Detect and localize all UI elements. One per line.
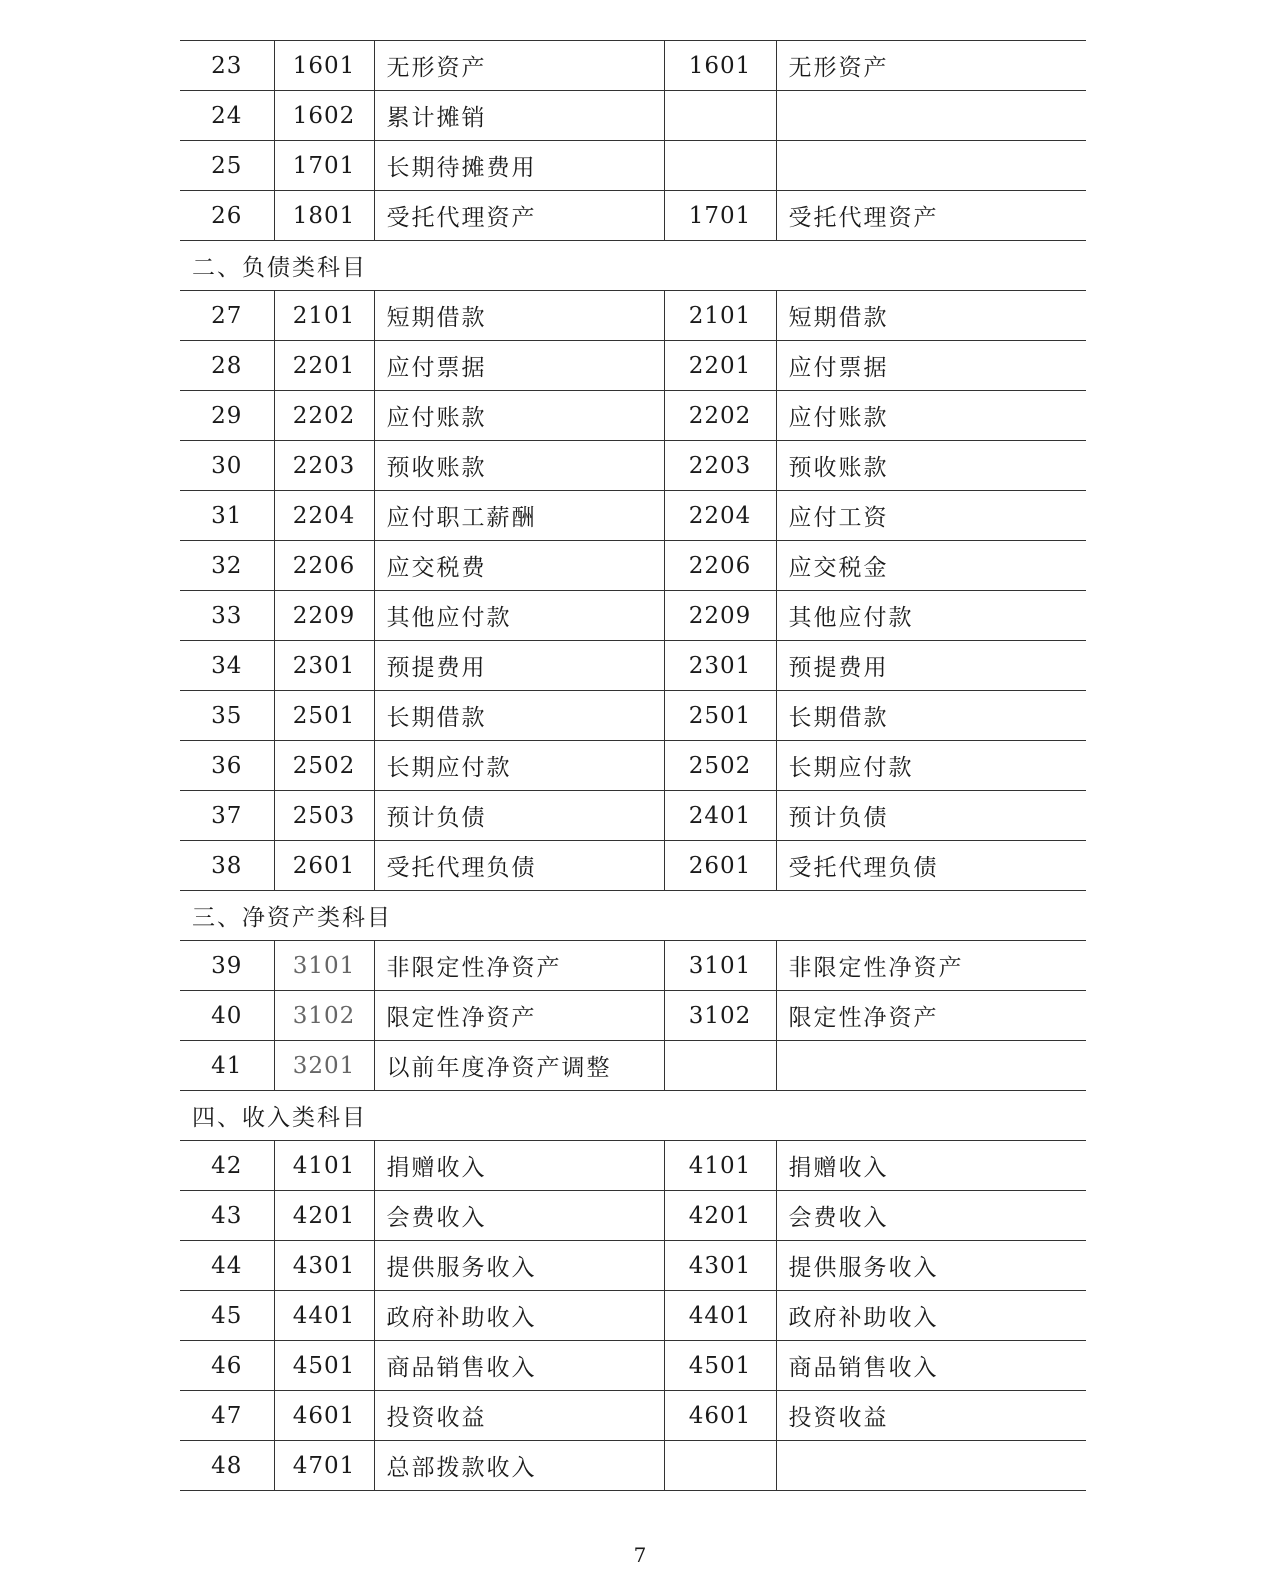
section-title: 二、负债类科目	[180, 241, 1086, 291]
table-row	[180, 391, 1086, 441]
section-row	[180, 891, 1086, 941]
table-row	[180, 1391, 1086, 1441]
old-account-code: 3102	[664, 991, 776, 1041]
table-row	[180, 41, 1086, 91]
table-row	[180, 1191, 1086, 1241]
account-code: 2206	[274, 541, 374, 591]
account-code: 2601	[274, 841, 374, 891]
row-index: 45	[180, 1291, 274, 1341]
account-name: 以前年度净资产调整	[374, 1041, 664, 1091]
table-row	[180, 1441, 1086, 1491]
old-account-name: 应付票据	[776, 341, 1086, 391]
account-name: 会费收入	[374, 1191, 664, 1241]
table-row	[180, 141, 1086, 191]
old-account-name: 捐赠收入	[776, 1141, 1086, 1191]
old-account-code: 3101	[664, 941, 776, 991]
row-index: 28	[180, 341, 274, 391]
account-code: 4301	[274, 1241, 374, 1291]
account-name: 捐赠收入	[374, 1141, 664, 1191]
account-code: 4601	[274, 1391, 374, 1441]
old-account-code: 1601	[664, 41, 776, 91]
old-account-code: 4201	[664, 1191, 776, 1241]
account-code: 2301	[274, 641, 374, 691]
old-account-code: 4501	[664, 1341, 776, 1391]
row-index: 25	[180, 141, 274, 191]
old-account-name: 投资收益	[776, 1391, 1086, 1441]
page-number: 7	[633, 1543, 647, 1567]
table-row	[180, 691, 1086, 741]
table-row	[180, 541, 1086, 591]
account-name: 应付票据	[374, 341, 664, 391]
table-row	[180, 441, 1086, 491]
row-index: 47	[180, 1391, 274, 1441]
old-account-name: 长期借款	[776, 691, 1086, 741]
account-code: 3101	[274, 941, 374, 991]
document-page	[180, 40, 1086, 1491]
table-row	[180, 641, 1086, 691]
row-index: 30	[180, 441, 274, 491]
account-code: 4101	[274, 1141, 374, 1191]
old-account-name: 会费收入	[776, 1191, 1086, 1241]
account-code: 1801	[274, 191, 374, 241]
row-index: 39	[180, 941, 274, 991]
account-name: 限定性净资产	[374, 991, 664, 1041]
table-row	[180, 841, 1086, 891]
old-account-code: 4401	[664, 1291, 776, 1341]
row-index: 41	[180, 1041, 274, 1091]
account-name: 累计摊销	[374, 91, 664, 141]
old-account-code: 2209	[664, 591, 776, 641]
old-account-code: 2502	[664, 741, 776, 791]
old-account-name	[776, 91, 1086, 141]
account-code: 4401	[274, 1291, 374, 1341]
table-row	[180, 1041, 1086, 1091]
table-row	[180, 941, 1086, 991]
old-account-code: 4601	[664, 1391, 776, 1441]
row-index: 37	[180, 791, 274, 841]
account-name: 长期借款	[374, 691, 664, 741]
section-title: 四、收入类科目	[180, 1091, 1086, 1141]
account-code: 1602	[274, 91, 374, 141]
section-title: 三、净资产类科目	[180, 891, 1086, 941]
old-account-code: 2202	[664, 391, 776, 441]
account-table	[180, 40, 1086, 1491]
account-name: 短期借款	[374, 291, 664, 341]
row-index: 35	[180, 691, 274, 741]
account-code: 2101	[274, 291, 374, 341]
table-row	[180, 991, 1086, 1041]
row-index: 44	[180, 1241, 274, 1291]
table-row	[180, 291, 1086, 341]
old-account-name: 无形资产	[776, 41, 1086, 91]
old-account-code: 2101	[664, 291, 776, 341]
account-code: 4701	[274, 1441, 374, 1491]
table-row	[180, 741, 1086, 791]
account-code: 1701	[274, 141, 374, 191]
account-name: 应付账款	[374, 391, 664, 441]
old-account-code: 2301	[664, 641, 776, 691]
old-account-name: 限定性净资产	[776, 991, 1086, 1041]
row-index: 43	[180, 1191, 274, 1241]
row-index: 24	[180, 91, 274, 141]
old-account-name: 商品销售收入	[776, 1341, 1086, 1391]
old-account-name: 其他应付款	[776, 591, 1086, 641]
old-account-name: 短期借款	[776, 291, 1086, 341]
account-code: 2501	[274, 691, 374, 741]
table-row	[180, 1241, 1086, 1291]
row-index: 42	[180, 1141, 274, 1191]
table-row	[180, 791, 1086, 841]
old-account-name	[776, 1441, 1086, 1491]
account-name: 非限定性净资产	[374, 941, 664, 991]
old-account-code: 2201	[664, 341, 776, 391]
account-name: 政府补助收入	[374, 1291, 664, 1341]
account-code: 3102	[274, 991, 374, 1041]
row-index: 26	[180, 191, 274, 241]
old-account-code	[664, 141, 776, 191]
account-code: 2204	[274, 491, 374, 541]
account-name: 预提费用	[374, 641, 664, 691]
account-code: 4201	[274, 1191, 374, 1241]
account-code: 2502	[274, 741, 374, 791]
account-name: 无形资产	[374, 41, 664, 91]
old-account-code: 4301	[664, 1241, 776, 1291]
account-name: 长期待摊费用	[374, 141, 664, 191]
old-account-name: 提供服务收入	[776, 1241, 1086, 1291]
old-account-name: 长期应付款	[776, 741, 1086, 791]
old-account-name: 受托代理负债	[776, 841, 1086, 891]
row-index: 38	[180, 841, 274, 891]
old-account-code	[664, 91, 776, 141]
section-row	[180, 1091, 1086, 1141]
section-row	[180, 241, 1086, 291]
account-code: 2201	[274, 341, 374, 391]
row-index: 34	[180, 641, 274, 691]
old-account-code: 4101	[664, 1141, 776, 1191]
row-index: 29	[180, 391, 274, 441]
account-name: 预收账款	[374, 441, 664, 491]
account-code: 1601	[274, 41, 374, 91]
old-account-name	[776, 1041, 1086, 1091]
old-account-name: 应交税金	[776, 541, 1086, 591]
old-account-code: 2204	[664, 491, 776, 541]
table-row	[180, 591, 1086, 641]
old-account-name: 政府补助收入	[776, 1291, 1086, 1341]
account-name: 总部拨款收入	[374, 1441, 664, 1491]
old-account-name: 预计负债	[776, 791, 1086, 841]
account-name: 长期应付款	[374, 741, 664, 791]
old-account-name: 应付工资	[776, 491, 1086, 541]
account-name: 受托代理负债	[374, 841, 664, 891]
account-name: 提供服务收入	[374, 1241, 664, 1291]
old-account-code: 2203	[664, 441, 776, 491]
table-row	[180, 1291, 1086, 1341]
account-code: 2203	[274, 441, 374, 491]
table-row	[180, 491, 1086, 541]
row-index: 27	[180, 291, 274, 341]
row-index: 36	[180, 741, 274, 791]
table-row	[180, 341, 1086, 391]
old-account-code: 2206	[664, 541, 776, 591]
old-account-code: 1701	[664, 191, 776, 241]
account-name: 受托代理资产	[374, 191, 664, 241]
old-account-name: 应付账款	[776, 391, 1086, 441]
row-index: 48	[180, 1441, 274, 1491]
old-account-name	[776, 141, 1086, 191]
old-account-code: 2501	[664, 691, 776, 741]
account-name: 商品销售收入	[374, 1341, 664, 1391]
account-name: 预计负债	[374, 791, 664, 841]
account-code: 2209	[274, 591, 374, 641]
account-code: 2503	[274, 791, 374, 841]
table-row	[180, 191, 1086, 241]
row-index: 23	[180, 41, 274, 91]
row-index: 46	[180, 1341, 274, 1391]
table-row	[180, 91, 1086, 141]
old-account-name: 非限定性净资产	[776, 941, 1086, 991]
old-account-name: 预提费用	[776, 641, 1086, 691]
old-account-code	[664, 1041, 776, 1091]
account-code: 4501	[274, 1341, 374, 1391]
table-row	[180, 1141, 1086, 1191]
table-row	[180, 1341, 1086, 1391]
row-index: 40	[180, 991, 274, 1041]
row-index: 32	[180, 541, 274, 591]
account-name: 应付职工薪酬	[374, 491, 664, 541]
row-index: 33	[180, 591, 274, 641]
old-account-name: 预收账款	[776, 441, 1086, 491]
old-account-name: 受托代理资产	[776, 191, 1086, 241]
account-code: 3201	[274, 1041, 374, 1091]
account-name: 其他应付款	[374, 591, 664, 641]
old-account-code: 2401	[664, 791, 776, 841]
account-code: 2202	[274, 391, 374, 441]
row-index: 31	[180, 491, 274, 541]
account-name: 投资收益	[374, 1391, 664, 1441]
account-table-body	[180, 41, 1086, 1491]
old-account-code	[664, 1441, 776, 1491]
old-account-code: 2601	[664, 841, 776, 891]
account-name: 应交税费	[374, 541, 664, 591]
